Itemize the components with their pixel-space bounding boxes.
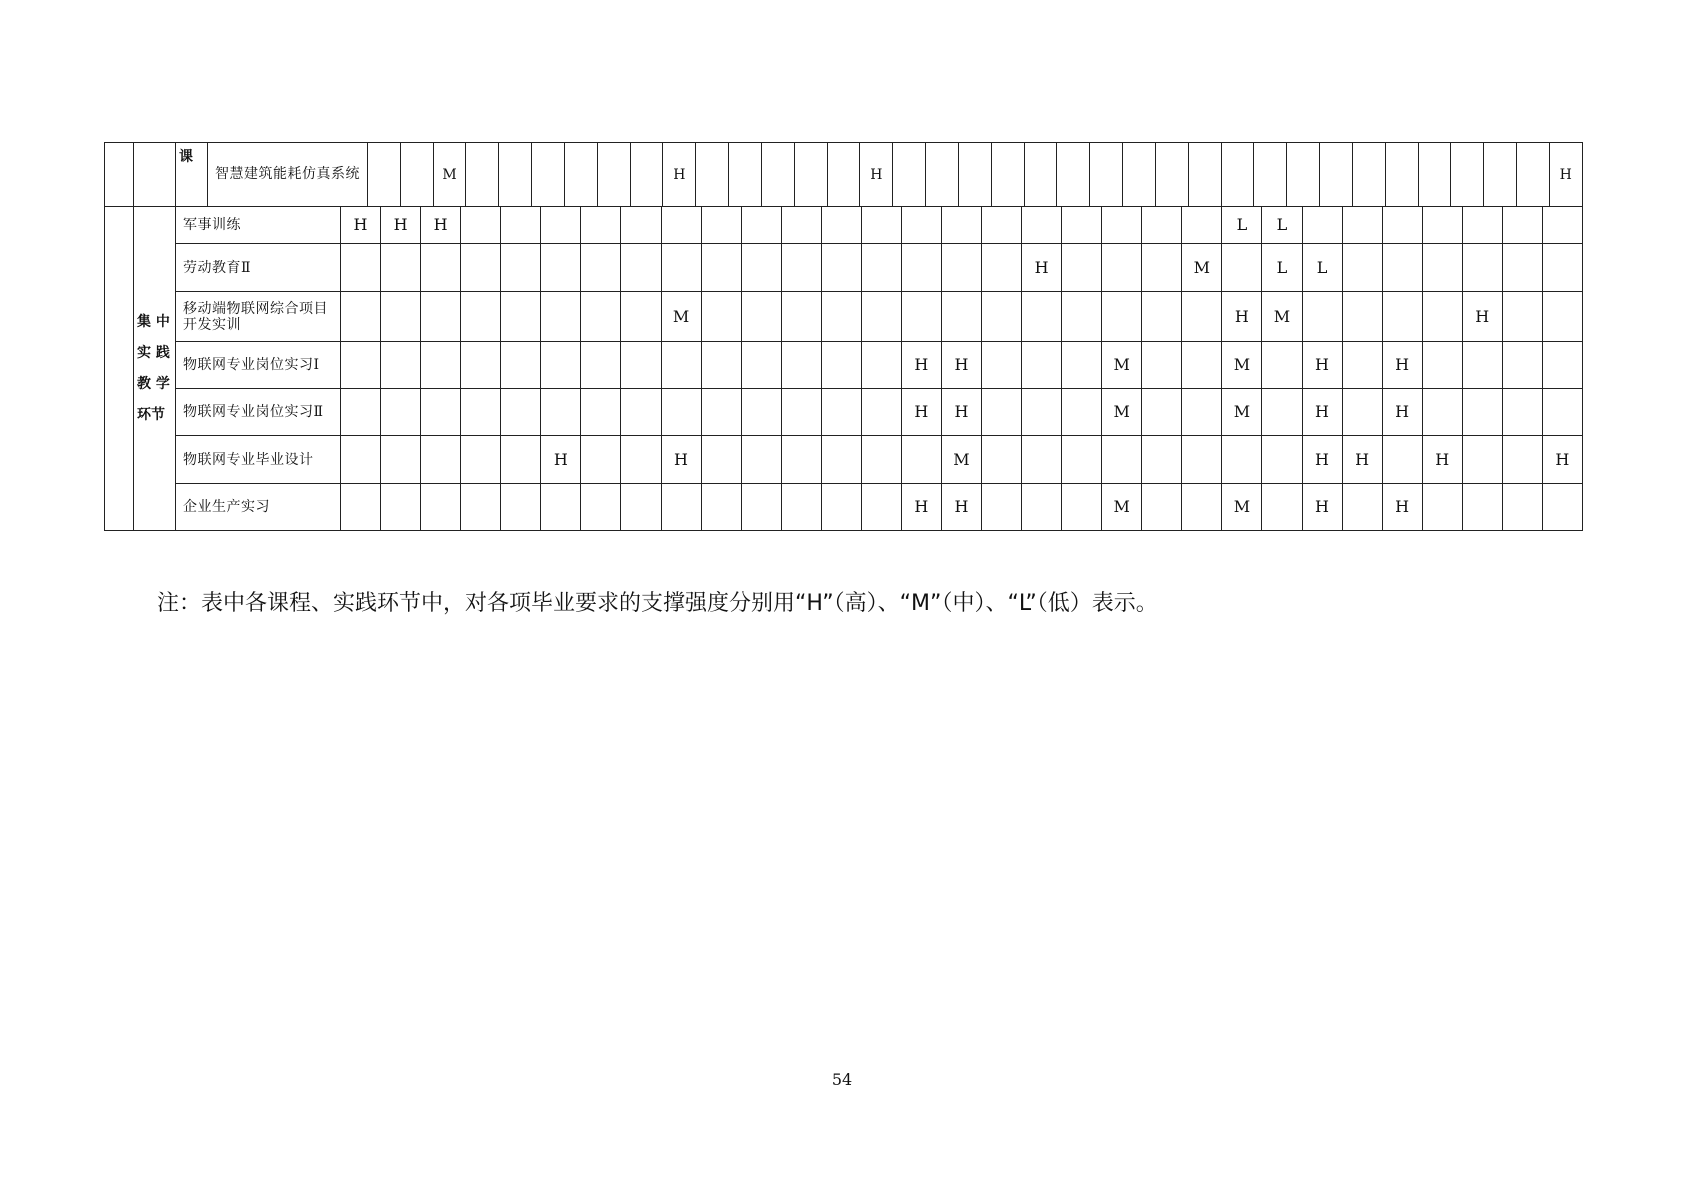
mark-cell [1502,244,1542,292]
mark-cell [581,484,621,531]
mark-cell [501,389,541,436]
mark-cell [1182,342,1222,389]
mark-cell: H [1342,436,1382,484]
category-line: 集 中 [137,313,170,330]
mark-cell [1188,143,1221,207]
mark-cell [581,292,621,342]
mark-cell [1142,244,1182,292]
mark-cell [781,292,821,342]
mark-cell [1342,244,1382,292]
mark-cell [781,244,821,292]
mark-cell [821,484,861,531]
mark-cell [597,143,630,207]
mark-cell [861,207,901,244]
category-cell: 课 [176,143,208,207]
mark-cell [1342,207,1382,244]
mark-cell [368,143,401,207]
mark-cell [1142,207,1182,244]
mark-cell: H [341,207,381,244]
mark-cell [901,207,941,244]
mark-cell [1287,143,1320,207]
mark-cell [1542,342,1582,389]
category-line: 环节 [137,406,165,423]
mark-cell [621,484,661,531]
mark-cell [781,484,821,531]
mark-cell [501,342,541,389]
mark-cell [1102,244,1142,292]
mark-cell [741,484,781,531]
mark-cell: M [433,143,466,207]
course-name-cell: 物联网专业岗位实习Ⅱ [176,389,341,436]
mark-cell [341,484,381,531]
mark-cell [901,436,941,484]
mark-cell [941,244,981,292]
mark-cell [1022,292,1062,342]
mark-cell: H [661,436,701,484]
mark-cell [1182,207,1222,244]
mark-cell [761,143,794,207]
mark-cell [400,143,433,207]
mark-cell: M [1102,484,1142,531]
mark-cell [941,207,981,244]
mark-cell [1142,436,1182,484]
mark-cell [1462,342,1502,389]
mark-cell [794,143,827,207]
mark-cell [661,244,701,292]
mark-cell: H [541,436,581,484]
mark-cell [1320,143,1353,207]
mark-cell [1022,389,1062,436]
mark-cell: H [1542,436,1582,484]
mark-cell [701,436,741,484]
mark-cell [630,143,663,207]
mark-cell [741,389,781,436]
mark-cell: H [1382,389,1422,436]
mark-cell: L [1222,207,1262,244]
mark-cell [341,342,381,389]
mark-cell: M [1222,389,1262,436]
mark-cell [1022,207,1062,244]
mark-cell [381,436,421,484]
mark-cell [461,244,501,292]
mark-cell [982,436,1022,484]
mark-cell [821,292,861,342]
mark-cell [1182,484,1222,531]
mark-cell [1302,207,1342,244]
mark-cell [541,244,581,292]
mark-cell [1542,389,1582,436]
mark-cell [421,389,461,436]
mark-cell [341,389,381,436]
table-row [105,436,1583,484]
mark-cell [926,143,959,207]
mark-cell [1342,292,1382,342]
table-row [105,207,1583,244]
mark-cell [1155,143,1188,207]
mark-cell [1182,436,1222,484]
mark-cell [1221,143,1254,207]
mark-cell [701,484,741,531]
mark-cell [1422,244,1462,292]
mark-cell [901,292,941,342]
mark-cell [1542,292,1582,342]
mark-cell [1422,292,1462,342]
mark-cell [827,143,860,207]
mark-cell [821,207,861,244]
mark-cell [982,342,1022,389]
mark-cell [501,484,541,531]
mark-cell [1542,207,1582,244]
mark-cell [421,484,461,531]
mark-cell [1382,436,1422,484]
mark-cell [1262,389,1302,436]
mark-cell [861,342,901,389]
mark-cell [1462,389,1502,436]
mark-cell [621,342,661,389]
mark-cell: L [1262,207,1302,244]
mark-cell [741,244,781,292]
course-table-top [104,142,1583,207]
mark-cell [421,292,461,342]
course-name-cell: 智慧建筑能耗仿真系统 [208,143,368,207]
mark-cell [1182,389,1222,436]
mark-cell [781,207,821,244]
mark-cell [1062,436,1102,484]
mark-cell [1222,436,1262,484]
course-name-cell: 物联网专业毕业设计 [176,436,341,484]
mark-cell [1123,143,1156,207]
mark-cell: H [381,207,421,244]
mark-cell [341,244,381,292]
mark-cell [1262,342,1302,389]
mark-cell [501,292,541,342]
mark-cell [1382,244,1422,292]
mark-cell [901,244,941,292]
mark-cell [581,389,621,436]
course-name-cell: 企业生产实习 [176,484,341,531]
mark-cell [1062,292,1102,342]
mark-cell [1062,342,1102,389]
mark-cell: M [1102,389,1142,436]
mark-cell [1062,244,1102,292]
mark-cell [696,143,729,207]
mark-cell [581,207,621,244]
mark-cell [1062,484,1102,531]
mark-cell [1302,292,1342,342]
mark-cell [381,292,421,342]
mark-cell [581,244,621,292]
mark-cell: H [1422,436,1462,484]
mark-cell: H [901,484,941,531]
category-line: 实 践 [137,344,170,361]
mark-cell [893,143,926,207]
mark-cell [741,207,781,244]
course-name-cell: 军事训练 [176,207,341,244]
mark-cell [1057,143,1090,207]
mark-cell: H [1382,484,1422,531]
mark-cell: H [1382,342,1422,389]
mark-cell [821,342,861,389]
mark-cell [1022,484,1062,531]
mark-cell [421,436,461,484]
mark-cell [1182,292,1222,342]
mark-cell [1262,436,1302,484]
mark-cell: H [941,484,981,531]
mark-cell [1451,143,1484,207]
mark-cell [861,292,901,342]
mark-cell [1102,436,1142,484]
mark-cell [1142,342,1182,389]
mark-cell [1062,207,1102,244]
mark-cell [741,292,781,342]
mark-cell [461,436,501,484]
mark-cell [1102,207,1142,244]
page-number: 54 [831,1070,853,1089]
mark-cell [1342,484,1382,531]
mark-cell [1422,484,1462,531]
mark-cell [381,389,421,436]
mark-cell: H [1302,342,1342,389]
mark-cell [1502,436,1542,484]
mark-cell [1484,143,1517,207]
mark-cell [958,143,991,207]
mark-cell: H [1302,436,1342,484]
mark-cell [1142,389,1182,436]
mark-cell [381,484,421,531]
mark-cell [1462,207,1502,244]
mark-cell [461,342,501,389]
mark-cell: H [1549,143,1582,207]
mark-cell [1102,292,1142,342]
mark-cell [1352,143,1385,207]
mark-cell [1090,143,1123,207]
table-note: 注：表中各课程、实践环节中，对各项毕业要求的支撑强度分别用“H”（高）、“M”（中）、“L”（低）表示。 [157,591,1158,616]
mark-cell [1418,143,1451,207]
mark-cell: H [941,342,981,389]
mark-cell [581,436,621,484]
mark-cell: H [1462,292,1502,342]
mark-cell: H [1022,244,1062,292]
mark-cell: M [1182,244,1222,292]
mark-cell: M [1222,342,1262,389]
mark-cell [661,389,701,436]
mark-cell [701,389,741,436]
mark-cell [1462,484,1502,531]
mark-cell [781,436,821,484]
mark-cell [621,244,661,292]
mark-cell [1422,207,1462,244]
table-row [105,292,1583,342]
mark-cell [1516,143,1549,207]
mark-cell: M [1222,484,1262,531]
course-name-cell: 劳动教育Ⅱ [176,244,341,292]
mark-cell [1502,389,1542,436]
mark-cell: H [860,143,893,207]
mark-cell [1142,484,1182,531]
mark-cell: M [661,292,701,342]
mark-cell: L [1302,244,1342,292]
mark-cell [621,389,661,436]
mark-cell: H [663,143,696,207]
mark-cell [701,342,741,389]
mark-cell [341,436,381,484]
empty-cell [105,207,134,531]
mark-cell: H [1302,389,1342,436]
mark-cell [1422,389,1462,436]
mark-cell [729,143,762,207]
mark-cell [541,292,581,342]
mark-cell [741,436,781,484]
table-row [105,389,1583,436]
mark-cell [982,244,1022,292]
mark-cell [661,207,701,244]
table-row [105,143,1583,207]
mark-cell [1462,436,1502,484]
mark-cell [1462,244,1502,292]
mark-cell [581,342,621,389]
mark-cell [781,342,821,389]
mark-cell [1382,207,1422,244]
mark-cell [821,436,861,484]
mark-cell [501,436,541,484]
mark-cell [621,436,661,484]
mark-cell [541,389,581,436]
mark-cell [1382,292,1422,342]
mark-cell [1502,342,1542,389]
mark-cell [381,342,421,389]
mark-cell [1542,244,1582,292]
mark-cell [461,389,501,436]
empty-cell [134,143,176,207]
empty-cell [105,143,134,207]
mark-cell: L [1262,244,1302,292]
mark-cell [621,207,661,244]
mark-cell [421,342,461,389]
mark-cell [982,207,1022,244]
mark-cell [461,484,501,531]
mark-cell [1022,436,1062,484]
mark-cell [461,292,501,342]
mark-cell [1385,143,1418,207]
mark-cell [701,292,741,342]
mark-cell: M [941,436,981,484]
mark-cell: H [1302,484,1342,531]
mark-cell [861,389,901,436]
mark-cell: H [421,207,461,244]
mark-cell [1022,342,1062,389]
mark-cell [1342,389,1382,436]
mark-cell [661,342,701,389]
mark-cell [861,244,901,292]
mark-cell [466,143,499,207]
mark-cell [541,342,581,389]
mark-cell [661,484,701,531]
mark-cell [701,244,741,292]
mark-cell [781,389,821,436]
course-table-practice [104,206,1583,531]
course-name-cell: 物联网专业岗位实习Ⅰ [176,342,341,389]
course-name-cell: 移动端物联网综合项目开发实训 [176,292,341,342]
mark-cell [501,244,541,292]
mark-cell [341,292,381,342]
mark-cell [532,143,565,207]
mark-cell [501,207,541,244]
category-cell [134,207,176,531]
mark-cell [564,143,597,207]
mark-cell [982,389,1022,436]
mark-cell [821,244,861,292]
mark-cell: H [901,389,941,436]
category-line: 教 学 [137,375,170,392]
table-row [105,244,1583,292]
mark-cell [861,436,901,484]
mark-cell [1502,292,1542,342]
mark-cell [1254,143,1287,207]
mark-cell [982,484,1022,531]
mark-cell [421,244,461,292]
table-row [105,484,1583,531]
mark-cell [499,143,532,207]
mark-cell [991,143,1024,207]
mark-cell: H [901,342,941,389]
mark-cell [1422,342,1462,389]
mark-cell [861,484,901,531]
mark-cell [1024,143,1057,207]
mark-cell [461,207,501,244]
mark-cell [701,207,741,244]
mark-cell [381,244,421,292]
mark-cell [1542,484,1582,531]
mark-cell: H [941,389,981,436]
mark-cell [821,389,861,436]
mark-cell: M [1262,292,1302,342]
mark-cell [741,342,781,389]
mark-cell [941,292,981,342]
mark-cell [1502,207,1542,244]
mark-cell: M [1102,342,1142,389]
mark-cell [1262,484,1302,531]
mark-cell [1222,244,1262,292]
mark-cell [1062,389,1102,436]
mark-cell [1342,342,1382,389]
mark-cell [982,292,1022,342]
table-row [105,342,1583,389]
mark-cell [1502,484,1542,531]
mark-cell [621,292,661,342]
mark-cell: H [1222,292,1262,342]
mark-cell [541,207,581,244]
mark-cell [1142,292,1182,342]
mark-cell [541,484,581,531]
